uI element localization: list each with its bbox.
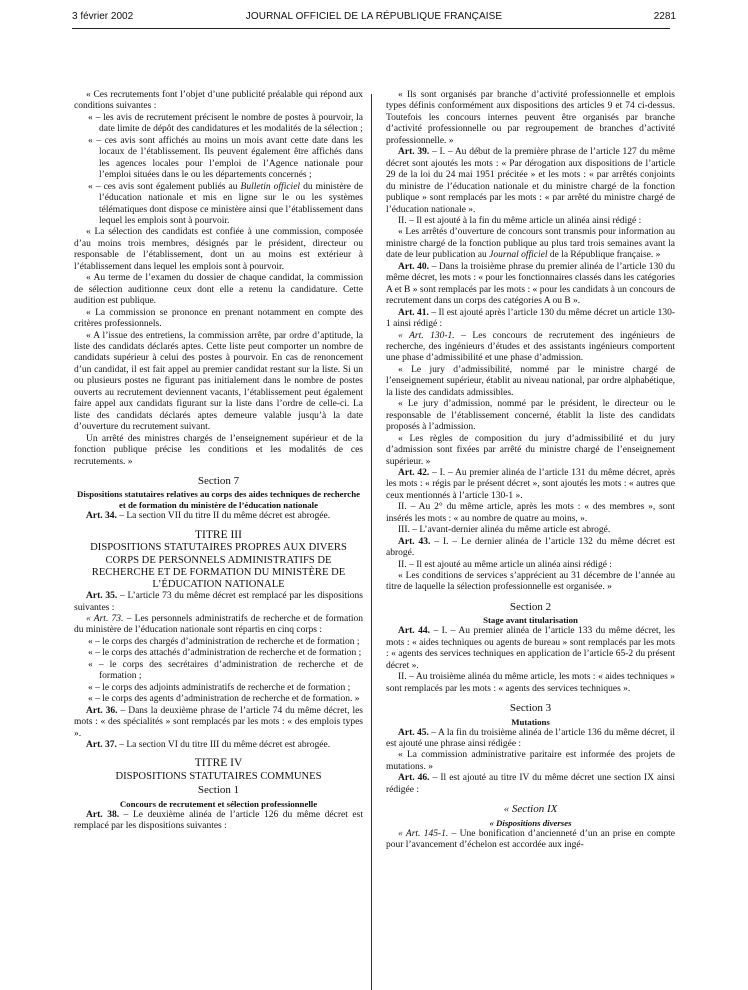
paragraph: « Ils sont organisés par branche d’activité professionnelle et emplois types définis conformément aux dispositions des articles 9 et 74 ci-dessus. Toutefois les concours internes peuvent être organisés par branche d’activité professionnelle ou par regroupement de branches d’activité professionnelle. » [386, 90, 675, 146]
title-heading: TITRE III [195, 528, 242, 541]
article-label: Art. 40. [398, 261, 430, 272]
article-label: Art. 43. [398, 536, 431, 547]
list-item: « – les avis de recrutement précisent le nombre de postes à pourvoir, la date limite de dépôt des candidatures et les modalités de la sélection ; [88, 112, 363, 135]
article [74, 706, 363, 740]
article-label: Art. 41. [398, 307, 429, 318]
section-subtitle: Concours de recrutement et sélection professionnelle [119, 798, 318, 809]
italic-text: Bulletin officiel [240, 181, 301, 192]
paragraph: II. – Au 2° du même article, après les mots : « des membres », sont insérés les mots : « au nombre de quatre au moins, ». [386, 502, 675, 524]
paragraph: II. – Il est ajouté à la fin du même article un alinéa ainsi rédigé : [398, 215, 642, 226]
paragraph: III. – L’avant-dernier alinéa du même article est abrogé. [398, 525, 611, 536]
article-label: « Art. 145-1. [398, 828, 449, 839]
article-label: Art. 35. [86, 591, 118, 602]
text: – Dans la troisième phrase du premier alinéa de l’article 130 du même décret, les mots : « pour les fonctionnaires classés dans les catégories A et B » sont remplacés par les mots : « pour les candidats à un concours de recrutement dans un corps des catégories A ou B ». [386, 261, 675, 307]
article [74, 511, 363, 522]
text: – I. – Au premier alinéa de l’article 133 du même décret, les mots : « aides techniques ou agents de bureau » sont remplacés par les mots : « agents des services techniques en application de l’article 65-2 du présent décret ». [386, 626, 675, 671]
list-item: « – le corps des secrétaires d’administration de recherche et de formation ; [88, 659, 363, 682]
paragraph: « Ces recrutements font l’objet d’une publicité préalable qui répond aux conditions suivantes : [74, 90, 363, 112]
article-label: Art. 34. [86, 511, 117, 522]
article [386, 262, 675, 308]
section-heading: Section 2 [509, 600, 552, 613]
list-item: « – le corps des agents d’administration de recherche et de formation. » [88, 694, 360, 705]
paragraph: « A l’issue des entretiens, la commission arrête, par ordre d’aptitude, la liste des candidats déclarés aptes. Cette liste peut comporter un nombre de candidats supérieur à celui des postes à pourvoir. En cas de renoncement d’un candidat, il est fait appel au premier candidat restant sur la liste. Si un ou plusieurs postes ne figurant pas initialement dans le nombre de postes ouverts au recrutement deviennent vacants, l’établissement peut également faire appel aux candidats figurant sur la liste dans l’ordre de celle-ci. La liste des candidats déclarés aptes demeure valable jusqu’à la date d’ouverture du recrutement suivant. [74, 330, 363, 433]
text: du ministère de l’éducation nationale et mis en ligne sur le ou les systèmes télématiques dont dispose ce ministère ainsi que l’établissement dans lequel les emplois sont à pourvoir. [99, 181, 363, 226]
article-label: Art. 46. [398, 773, 430, 784]
paragraph: « Les règles de composition du jury d’admissibilité et du jury d’admission sont fixées par arrêté du ministre chargé de l’enseignement supérieur. » [386, 433, 675, 467]
article [386, 626, 675, 672]
list-item: « – ces avis sont affichés au moins un mois avant cette date dans les locaux de l’établissement. Ils peuvent également être affichés dans les agences locales pour l’emploi de l’Agence nationale pour l’emploi situées dans le ou les départements concernés ; [88, 135, 363, 181]
section-subtitle: Mutations [511, 716, 550, 727]
article-label: « Art. 73. [86, 614, 124, 625]
text: – La section VII du titre II du même décret est abrogée. [116, 511, 331, 522]
list-item: « – le corps des chargés d’administration de recherche et de formation ; [88, 636, 360, 647]
article [74, 591, 363, 614]
article-label: Art. 42. [398, 467, 430, 478]
section-heading: Section 1 [197, 784, 240, 797]
article-label: Art. 44. [398, 626, 430, 637]
article [74, 614, 363, 637]
article [386, 468, 675, 502]
paragraph: « La commission se prononce en prenant notamment en compte des critères professionnels. [74, 307, 363, 330]
text: – La section VI du titre III du même décret est abrogée. [116, 740, 331, 751]
section-subtitle: Stage avant titularisation [483, 615, 578, 626]
article-label: Art. 45. [398, 727, 429, 738]
text: « – ces avis sont également publiés au [88, 181, 241, 192]
text: – Il est ajouté au titre IV du même décret une section IX ainsi rédigée : [386, 773, 675, 795]
text: – I. – Le dernier alinéa de l’article 132 du même décret est abrogé. [386, 536, 675, 559]
article [74, 810, 363, 833]
list-item: « – le corps des attachés d’administration de recherche et de formation ; [88, 648, 362, 659]
article [74, 740, 363, 751]
title-subtitle: DISPOSITIONS STATUTAIRES PROPRES AUX DIVERS CORPS DE PERSONNELS ADMINISTRATIFS DE RECHERCHE ET DE FORMATION DU MINISTÈRE DE L’ÉDUCATION NATIONALE [90, 542, 347, 590]
section-subtitle: Dispositions statutaires relatives au corps des aides techniques de recherche et de formation du ministère de l’éducation nationale [76, 489, 361, 511]
article [386, 147, 675, 216]
article-label: Art. 38. [86, 809, 120, 820]
left-column [74, 90, 363, 832]
text: – Les personnels administratifs de recherche et de formation du ministère de l’éducation nationale sont répartis en cinq corps : [74, 614, 364, 636]
italic-text: Journal officiel [489, 250, 548, 261]
text: – Il est ajouté après l’article 130 du même décret un article 130-1 ainsi rédigé : [386, 307, 675, 330]
paragraph: « Le jury d’admission, nommé par le président, le directeur ou le responsable de l’établissement concerné, établit la liste des candidats proposés à l’admission. [386, 399, 675, 433]
article-label: Art. 39. [398, 147, 430, 158]
text: – Dans la deuxième phrase de l’article 74 du même décret, les mots : « des spécialités » sont remplacés par les mots : « des emplois types ». [74, 705, 363, 739]
paragraph: II. – Il est ajouté au même article un alinéa ainsi rédigé : [398, 559, 612, 570]
article-label: Art. 36. [86, 705, 118, 716]
article [386, 537, 675, 560]
paragraph: « Au terme de l’examen du dossier de chaque candidat, la commission de sélection auditionne ceux dont elle a retenu la candidature. Cette audition est publique. [74, 273, 363, 307]
paragraph: « La commission administrative paritaire est informée des projets de mutations. » [386, 750, 675, 772]
section-heading: Section 7 [197, 474, 240, 487]
page-header [0, 11, 748, 27]
article-label: « Art. 130-1. [398, 330, 455, 341]
list-item [74, 182, 363, 228]
article [386, 773, 675, 796]
paragraph: Un arrêté des ministres chargés de l’enseignement supérieur et de la fonction publique précise les conditions et les modalités de ces recrutements. » [74, 433, 363, 467]
article [386, 829, 675, 852]
right-column [386, 90, 675, 852]
header-rule [72, 28, 670, 29]
paragraph: II. – Au troisième alinéa du même article, les mots : « aides techniques » sont remplacés par les mots : « agents des services techniques ». [386, 672, 675, 694]
section-heading: Section 3 [509, 702, 552, 715]
paragraph: « Le jury d’admissibilité, nommé par le ministre chargé de l’enseignement supérieur, établit au niveau national, par ordre alphabétique, la liste des candidats admissibles. [386, 364, 675, 398]
text: de la République française. » [547, 250, 661, 261]
article [386, 308, 675, 331]
list-item: « – le corps des adjoints administratifs de recherche et de formation ; [88, 682, 351, 693]
paragraph: « Les conditions de services s’apprécient au 31 décembre de l’année au titre de laquelle la sélection professionnelle est organisée. » [386, 571, 675, 593]
article-label: Art. 37. [86, 740, 117, 751]
title-heading: TITRE IV [194, 757, 243, 770]
article [386, 728, 675, 751]
section-heading: « Section IX [503, 803, 558, 816]
text: – Le deuxième alinéa de l’article 126 du même décret est remplacé par les dispositions suivantes : [74, 809, 363, 832]
paragraph [386, 227, 675, 261]
section-subtitle: « Dispositions diverses [489, 817, 572, 828]
text: « Les arrêtés d’ouverture de concours sont transmis pour information au ministre chargé de la fonction publique au plus tard trois semaines avant la date de leur publication au [386, 227, 675, 261]
paragraph: « La sélection des candidats est confiée à une commission, composée d’au moins trois membres, désignés par le président, directeur ou responsable de l’établissement, dont un au moins est extérieur à l’établissement dans lequel les emplois sont à pourvoir. [74, 227, 363, 272]
text: – Les concours de recrutement des ingénieurs de recherche, des ingénieurs d’études et des assistants ingénieurs comportent une phase d’admissibilité et une phase d’admission. [386, 330, 675, 364]
page-number: 2281 [653, 11, 676, 22]
title-subtitle: DISPOSITIONS STATUTAIRES COMMUNES [115, 770, 322, 782]
text: – L’article 73 du même décret est remplacé par les dispositions suivantes : [74, 591, 363, 613]
text: – A la fin du troisième alinéa de l’article 136 du même décret, il est ajouté une phrase ainsi rédigée : [386, 727, 675, 750]
column-divider [371, 94, 372, 990]
text: – I. – Au premier alinéa de l’article 131 du même décret, après les mots : « régis par le présent décret », sont ajoutés les mots : « autres que ceux mentionnés à l’article 130-1 ». [386, 467, 675, 501]
text: – I. – Au début de la première phrase de l’article 127 du même décret sont ajoutés les mots : « Par dérogation aux dispositions de l’article 29 de la loi du 24 mai 1951 précitée » et les mots : « par arrêtés conjoints du ministre de l’éducation nationale et du ministre chargé de la fonction publique » sont remplacés par les mots : « par arrêté du ministre chargé de l’éducation nationale ». [386, 147, 675, 215]
article [386, 331, 675, 365]
text: – Une bonification d’ancienneté d’un an prise en compte pour l’avancement d’échelon est accordée aux ingé- [386, 828, 675, 851]
journal-title: JOURNAL OFFICIEL DE LA RÉPUBLIQUE FRANÇAISE [245, 11, 503, 22]
header-date: 3 février 2002 [72, 11, 134, 22]
